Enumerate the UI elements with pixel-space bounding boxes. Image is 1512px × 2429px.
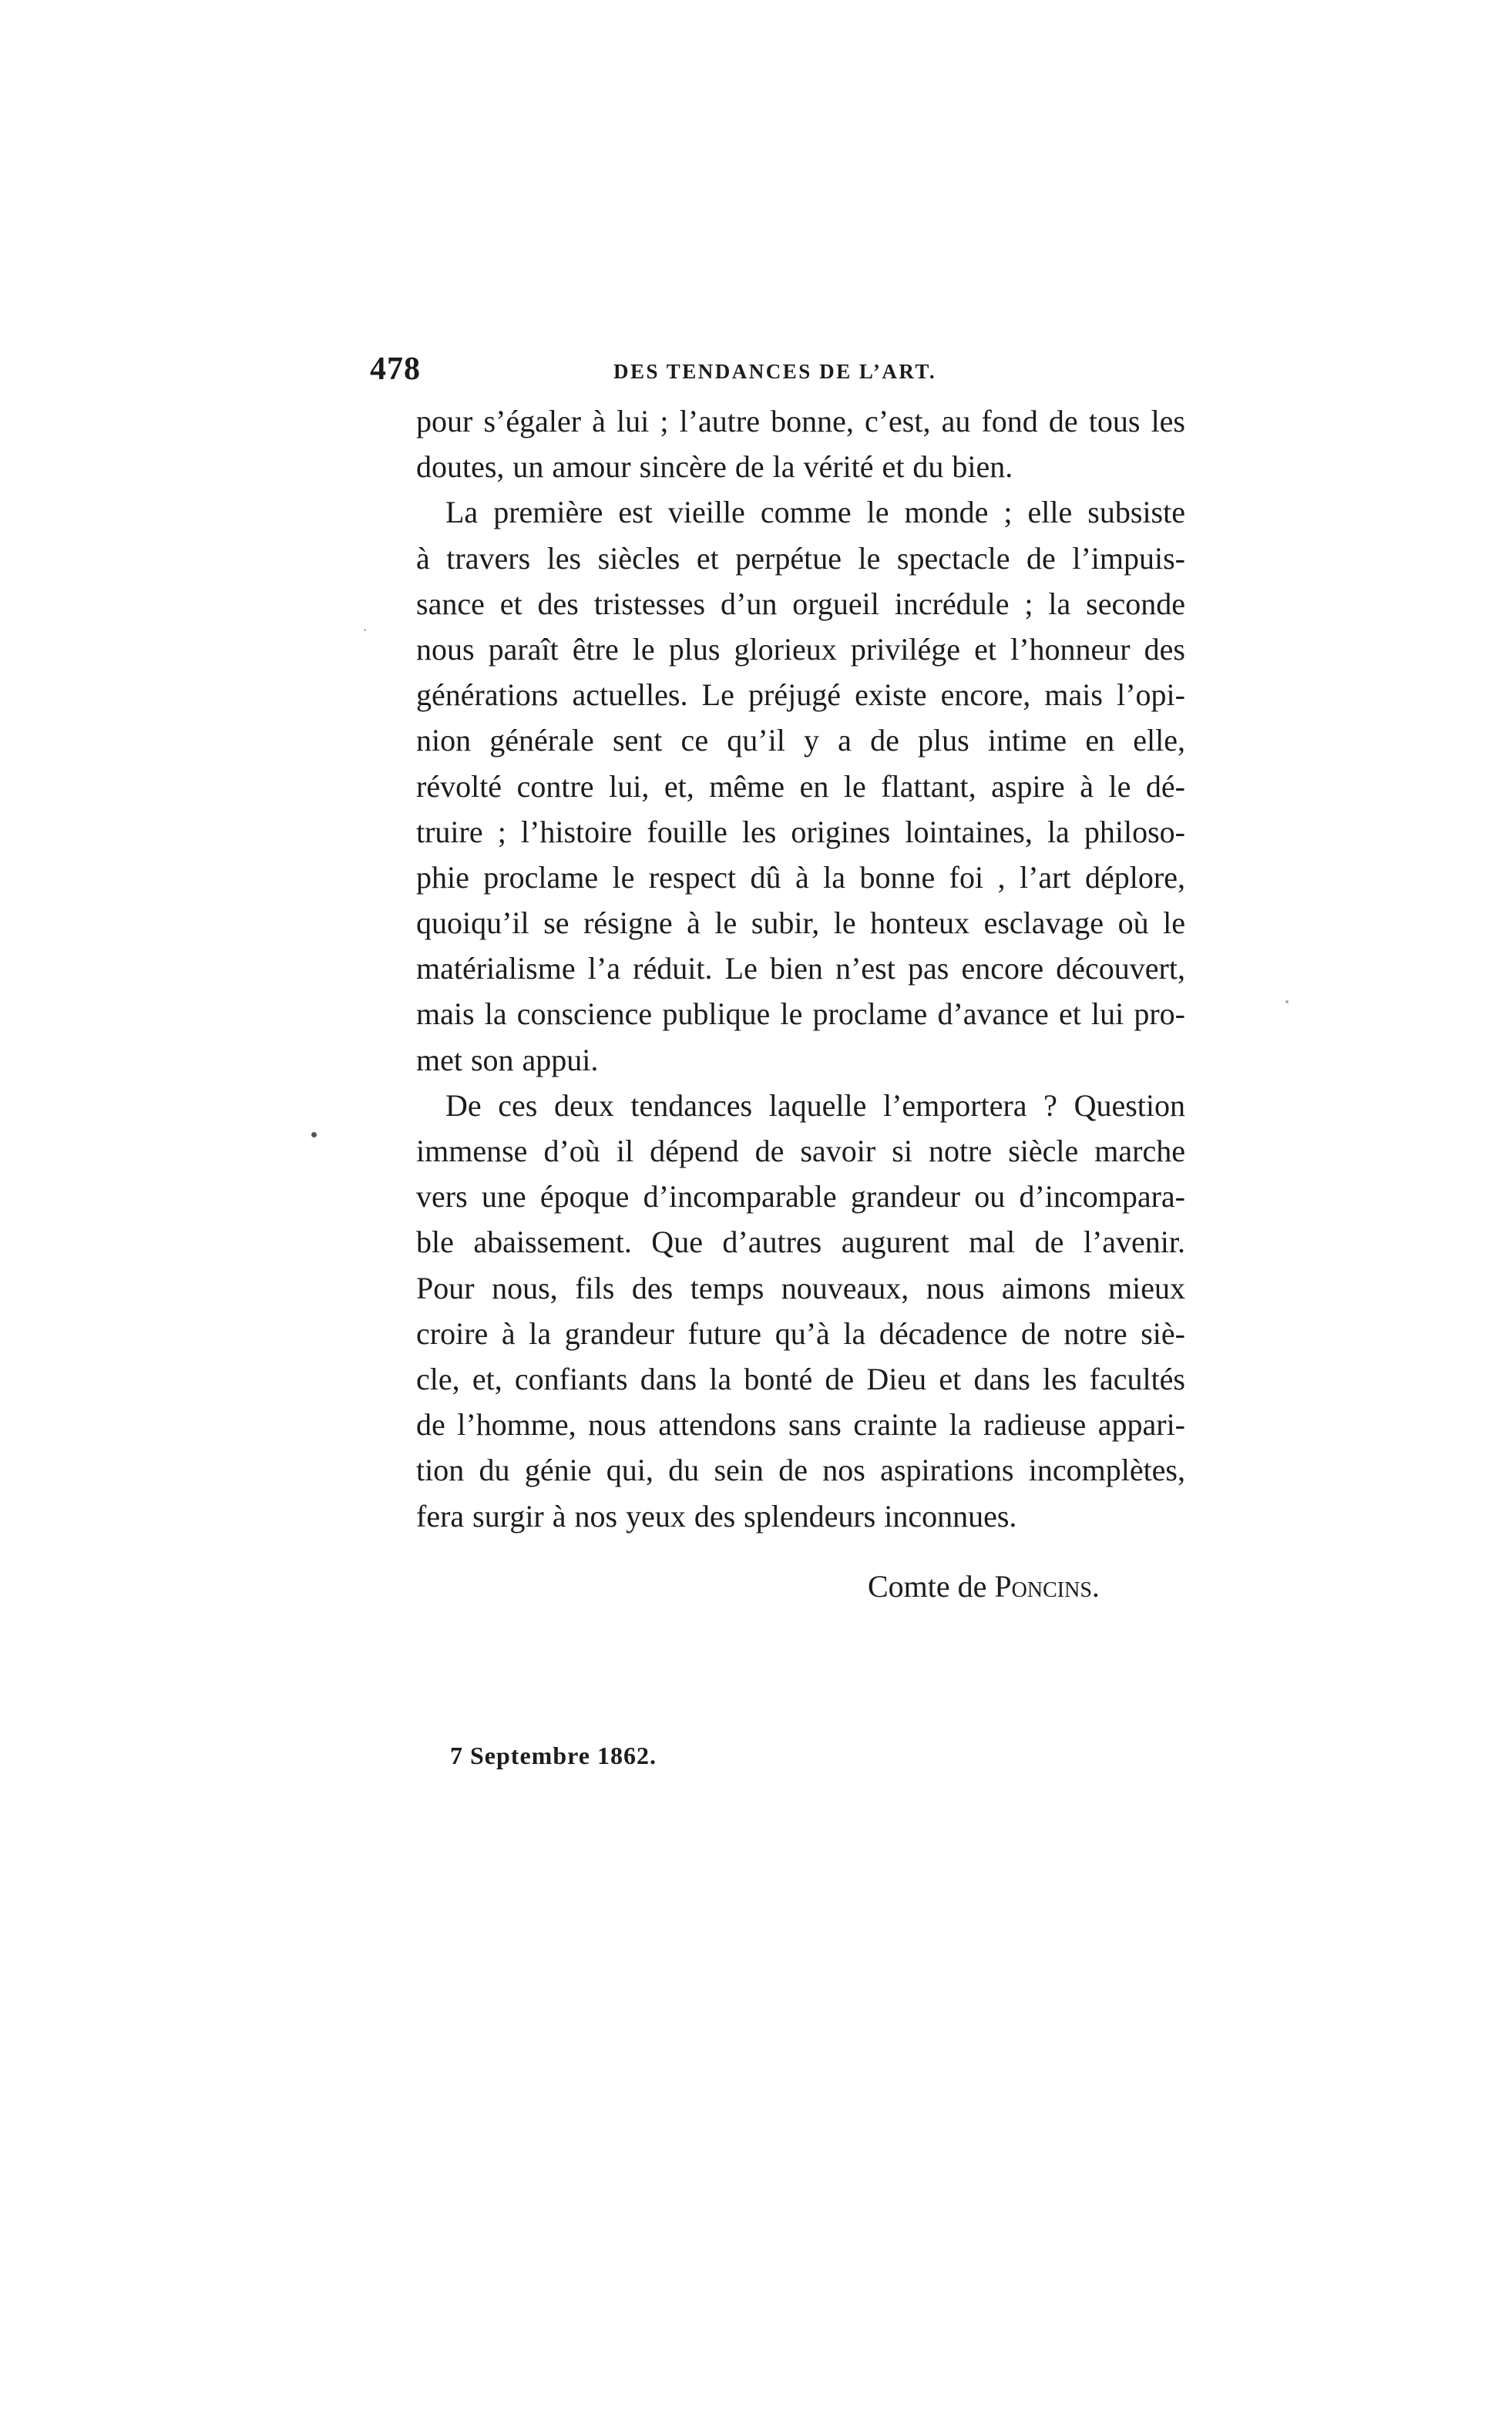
running-title: DES TENDANCES DE L’ART. <box>613 360 937 383</box>
text-line: sance et des tristesses d’un orgueil incrédule ; la seconde <box>416 586 1185 621</box>
text-line: quoiqu’il se résigne à le subir, le honteux esclavage où le <box>416 905 1185 941</box>
text-line: nion générale sent ce qu’il y a de plus intime en elle, <box>416 723 1185 758</box>
page-number: 478 <box>370 351 421 387</box>
print-speck <box>364 629 366 631</box>
text-line: met son appui. <box>416 1042 599 1077</box>
text-line: nous paraît être le plus glorieux privilége et l’honneur des <box>416 631 1185 667</box>
text-line: tion du génie qui, du sein de nos aspirations incomplètes, <box>416 1453 1185 1488</box>
signature-name: Poncins <box>994 1569 1092 1604</box>
body-text <box>416 398 1185 1539</box>
text-line: ble abaissement. Que d’autres augurent mal de l’avenir. <box>416 1225 1185 1260</box>
text-line: révolté contre lui, et, même en le flattant, aspire à le dé- <box>416 768 1185 804</box>
print-speck <box>311 1132 317 1137</box>
text-line: truire ; l’histoire fouille les origines lointaines, la philoso- <box>416 814 1185 849</box>
text-line: pour s’égaler à lui ; l’autre bonne, c’est, au fond de tous les <box>416 404 1185 438</box>
text-line: doutes, un amour sincère de la vérité et du bien. <box>416 449 1013 485</box>
text-line: de l’homme, nous attendons sans crainte la radieuse appari- <box>416 1407 1185 1443</box>
text-line: mais la conscience publique le proclame d’avance et lui pro- <box>416 996 1185 1032</box>
text-line: générations actuelles. Le préjugé existe encore, mais l’opi- <box>416 677 1185 713</box>
running-head <box>370 351 1187 397</box>
text-line: vers une époque d’incomparable grandeur ou d’incompara- <box>416 1179 1185 1214</box>
text-line: à travers les siècles et perpétue le spectacle de l’impuis- <box>416 540 1185 576</box>
text-line: phie proclame le respect dû à la bonne foi , l’art déplore, <box>416 859 1185 895</box>
text-line: cle, et, confiants dans la bonté de Dieu et dans les facultés <box>416 1361 1185 1396</box>
text-line: matérialisme l’a réduit. Le bien n’est pas encore découvert, <box>416 951 1185 986</box>
text-line: La première est vieille comme le monde ; elle subsiste <box>445 495 1185 530</box>
text-line: Pour nous, fils des temps nouveaux, nous aimons mieux <box>416 1270 1185 1305</box>
text-line: De ces deux tendances laquelle l’emportera ? Question <box>445 1087 1185 1123</box>
print-speck <box>1285 1000 1289 1003</box>
dateline: 7 Septembre 1862. <box>450 1742 657 1769</box>
signature-prefix: Comte de <box>868 1569 995 1604</box>
signature-suffix: . <box>1091 1569 1100 1604</box>
signature <box>868 1568 1100 1604</box>
text-line: immense d’où il dépend de savoir si notre siècle marche <box>416 1134 1185 1168</box>
text-line: fera surgir à nos yeux des splendeurs inconnues. <box>416 1498 1017 1534</box>
text-line: croire à la grandeur future qu’à la décadence de notre siè- <box>416 1315 1185 1351</box>
